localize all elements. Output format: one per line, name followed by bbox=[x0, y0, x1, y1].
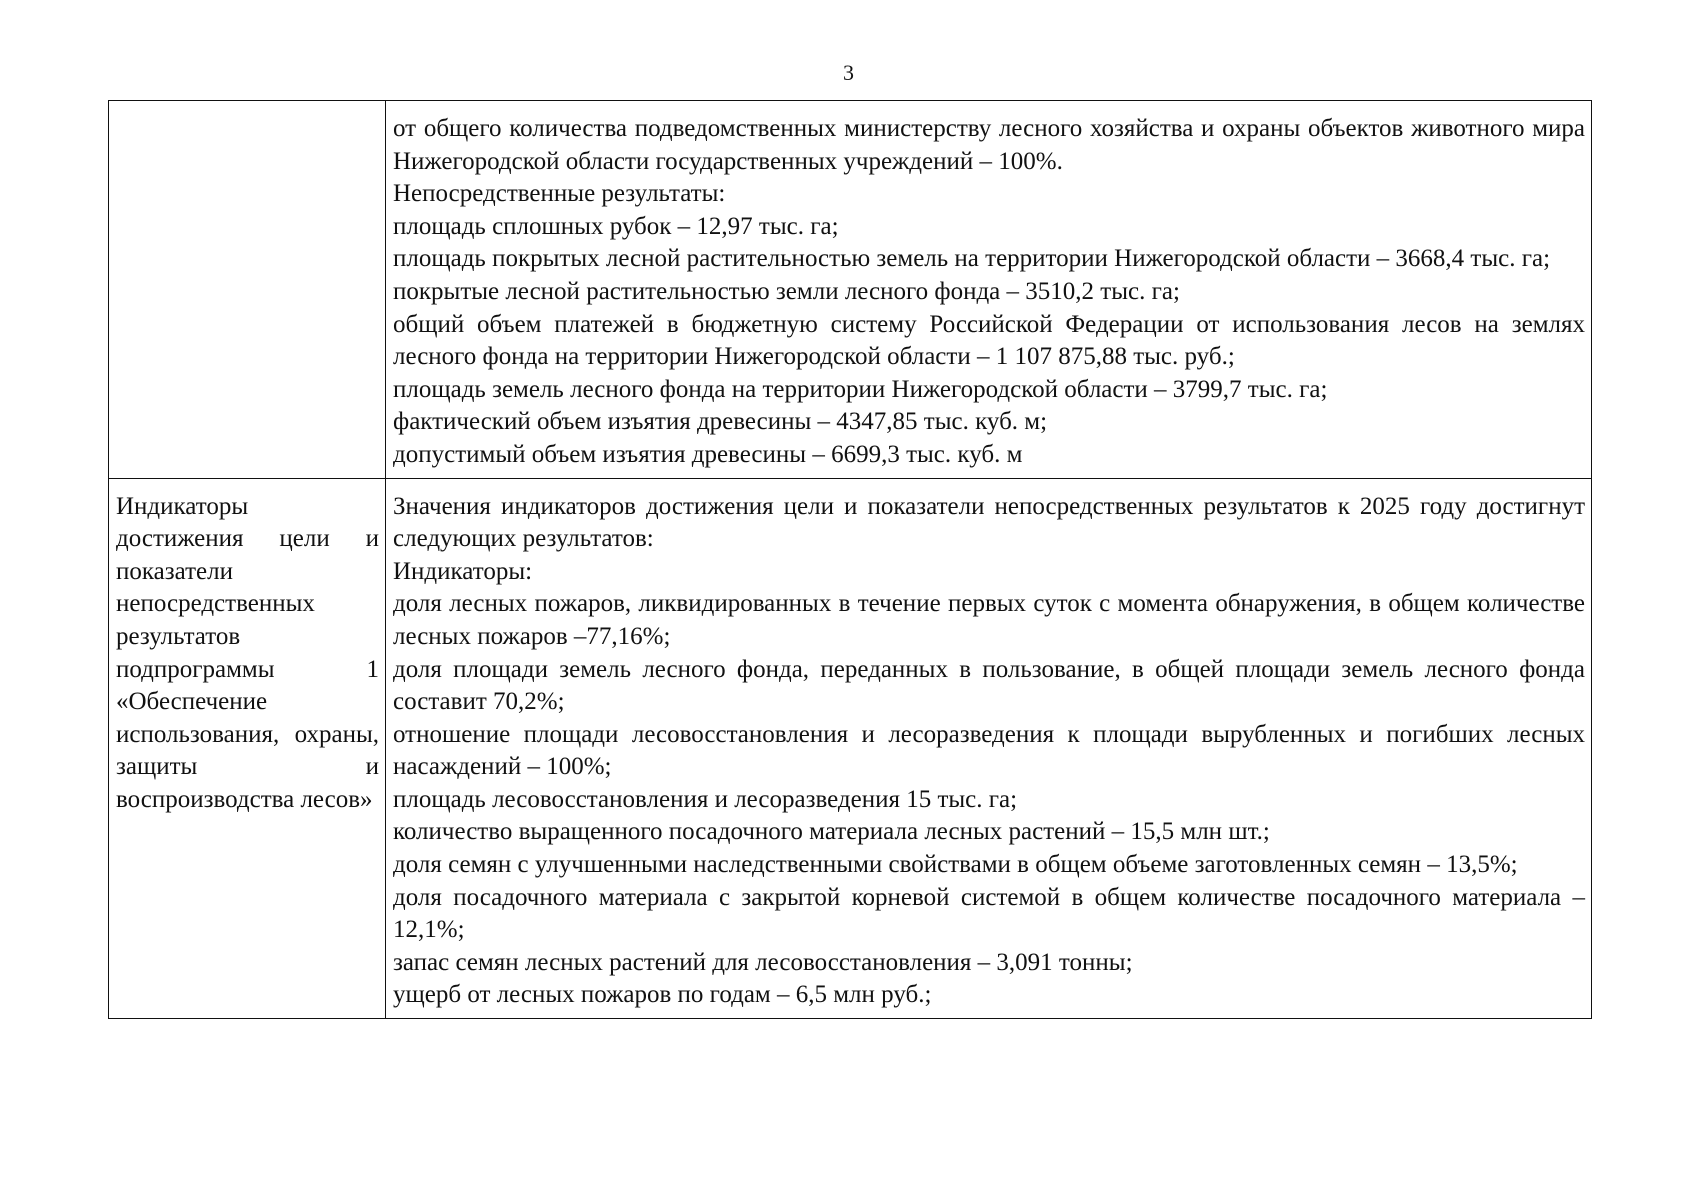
content-line: площадь сплошных рубок – 12,97 тыс. га; bbox=[393, 212, 839, 240]
row-label-cell: Индикаторы достижения цели и показатели непосредственных результатов подпрограммы 1 «Обеспечение использования, охраны, защиты и воспроизводства лесов» bbox=[109, 478, 386, 1019]
content-line: общий объем платежей в бюджетную систему Российской Федерации от использования лесов на землях лесного фонда на территории Нижегородской области – 1 107 875,88 тыс. руб.; bbox=[393, 310, 1585, 371]
table-row bbox=[109, 101, 1592, 479]
page-number: 3 bbox=[843, 60, 854, 85]
row-label-cell bbox=[109, 101, 386, 479]
content-line: фактический объем изъятия древесины – 4347,85 тыс. куб. м; bbox=[393, 408, 1048, 436]
content-line: отношение площади лесовосстановления и лесоразведения к площади вырубленных и погибших лесных насаждений – 100%; bbox=[393, 720, 1585, 781]
passport-table bbox=[108, 100, 1592, 1019]
content-line: запас семян лесных растений для лесовосстановления – 3,091 тонны; bbox=[393, 948, 1133, 976]
content-line: площадь покрытых лесной растительностью земель на территории Нижегородской области – 3668,4 тыс. га; bbox=[393, 245, 1551, 273]
content-line: доля площади земель лесного фонда, переданных в пользование, в общей площади земель лесного фонда составит 70,2%; bbox=[393, 655, 1585, 716]
row-content-cell bbox=[386, 101, 1592, 479]
table-row bbox=[109, 478, 1592, 1019]
content-line: доля семян с улучшенными наследственными свойствами в общем объеме заготовленных семян – 13,5%; bbox=[393, 851, 1518, 879]
content-line: Индикаторы: bbox=[393, 557, 533, 585]
content-line: Непосредственные результаты: bbox=[393, 180, 726, 208]
content-line: площадь земель лесного фонда на территории Нижегородской области – 3799,7 тыс. га; bbox=[393, 375, 1328, 403]
content-line: ущерб от лесных пожаров по годам – 6,5 млн руб.; bbox=[393, 981, 932, 1009]
content-line: площадь лесовосстановления и лесоразведения 15 тыс. га; bbox=[393, 785, 1018, 813]
content-line: доля лесных пожаров, ликвидированных в течение первых суток с момента обнаружения, в общем количестве лесных пожаров –77,16%; bbox=[393, 590, 1585, 650]
content-line: доля посадочного материала с закрытой корневой системой в общем количестве посадочного материала – 12,1%; bbox=[393, 883, 1585, 944]
content-line: от общего количества подведомственных министерству лесного хозяйства и охраны объектов животного мира Нижегородской области государственных учреждений – 100%. bbox=[393, 115, 1585, 175]
row-content-cell bbox=[386, 478, 1592, 1019]
content-line: допустимый объем изъятия древесины – 6699,3 тыс. куб. м bbox=[393, 440, 1023, 468]
content-line: количество выращенного посадочного материала лесных растений – 15,5 млн шт.; bbox=[393, 818, 1270, 846]
content-line: покрытые лесной растительностью земли лесного фонда – 3510,2 тыс. га; bbox=[393, 277, 1180, 305]
content-line: Значения индикаторов достижения цели и показатели непосредственных результатов к 2025 году достигнут следующих результатов: bbox=[393, 492, 1585, 553]
